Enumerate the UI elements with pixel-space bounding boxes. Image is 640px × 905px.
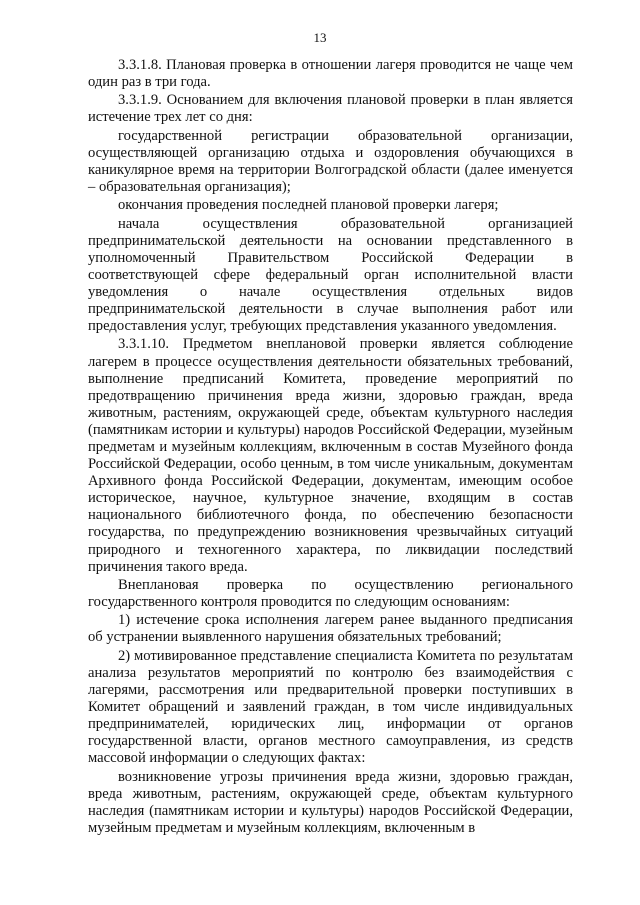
paragraph-business-start: начала осуществления образовательной организацией предпринимательской деятельности на основании представленного в уполномоченный Правительством Российской Федерации в соответствующей сфере федеральный орган исполнительной власти уведомления о начале осуществления отдельных видов предпринимательской деятельности в случае выполнения работ или предоставления услуг, требующих представления указанного уведомления. bbox=[88, 215, 573, 335]
paragraph-ground-2: 2) мотивированное представление специалиста Комитета по результатам анализа результатов мероприятий по контролю без взаимодействия с лагерями, рассмотрения или предварительной проверки поступивших в Комитет обращений и заявлений граждан, в том числе индивидуальных предпринимателей, юридических лиц, информации от органов государственной власти, органов местного самоуправления, из средств массовой информации о следующих фактах: bbox=[88, 647, 573, 767]
paragraph-last-inspection: окончания проведения последней плановой проверки лагеря; bbox=[118, 197, 499, 214]
paragraph-unscheduled-grounds: Внеплановая проверка по осуществлению регионального государственного контроля проводится по следующим основаниям: bbox=[88, 576, 573, 611]
paragraph-3-3-1-8: 3.3.1.8. Плановая проверка в отношении лагеря проводится не чаще чем один раз в три года. bbox=[88, 57, 573, 91]
paragraph-threat: возникновение угрозы причинения вреда жизни, здоровью граждан, вреда животным, растениям, окружающей среде, объектам культурного наследия (памятникам истории и культуры) народов Российской Федерации, музейным предметам и музейным коллекциям, включенным в bbox=[88, 768, 573, 836]
page-number: 13 bbox=[313, 30, 327, 45]
paragraph-3-3-1-10: 3.3.1.10. Предметом внеплановой проверки является соблюдение лагерем в процессе осуществления деятельности обязательных требований, выполнение предписаний Комитета, проведение мероприятий по предотвращению причинения вреда жизни, здоровью граждан, вреда животным, растениям, окружающей среде, объектам культурного наследия (памятникам истории и культуры) народов Российской Федерации, музейным предметам и музейным коллекциям, включенным в состав Музейного фонда Российской Федерации, особо ценным, в том числе уникальным, документам Архивного фонда Российской Федерации, документам, имеющим особое историческое, научное, культурное значение, входящим в состав национального библиотечного фонда, по обеспечению безопасности государства, по предупреждению возникновения чрезвычайных ситуаций природного и техногенного характера, по ликвидации последствий причинения такого вреда. bbox=[88, 336, 573, 575]
paragraph-3-3-1-9: 3.3.1.9. Основанием для включения плановой проверки в план является истечение трех лет со дня: bbox=[88, 92, 573, 126]
paragraph-state-registration: государственной регистрации образовательной организации, осуществляющей организацию отдыха и оздоровления обучающихся в каникулярное время на территории Волгоградской области (далее именуется – образовательная организация); bbox=[88, 127, 573, 196]
paragraph-ground-1: 1) истечение срока исполнения лагерем ранее выданного предписания об устранении выявленного нарушения обязательных требований; bbox=[88, 612, 573, 646]
document-body bbox=[88, 57, 573, 838]
